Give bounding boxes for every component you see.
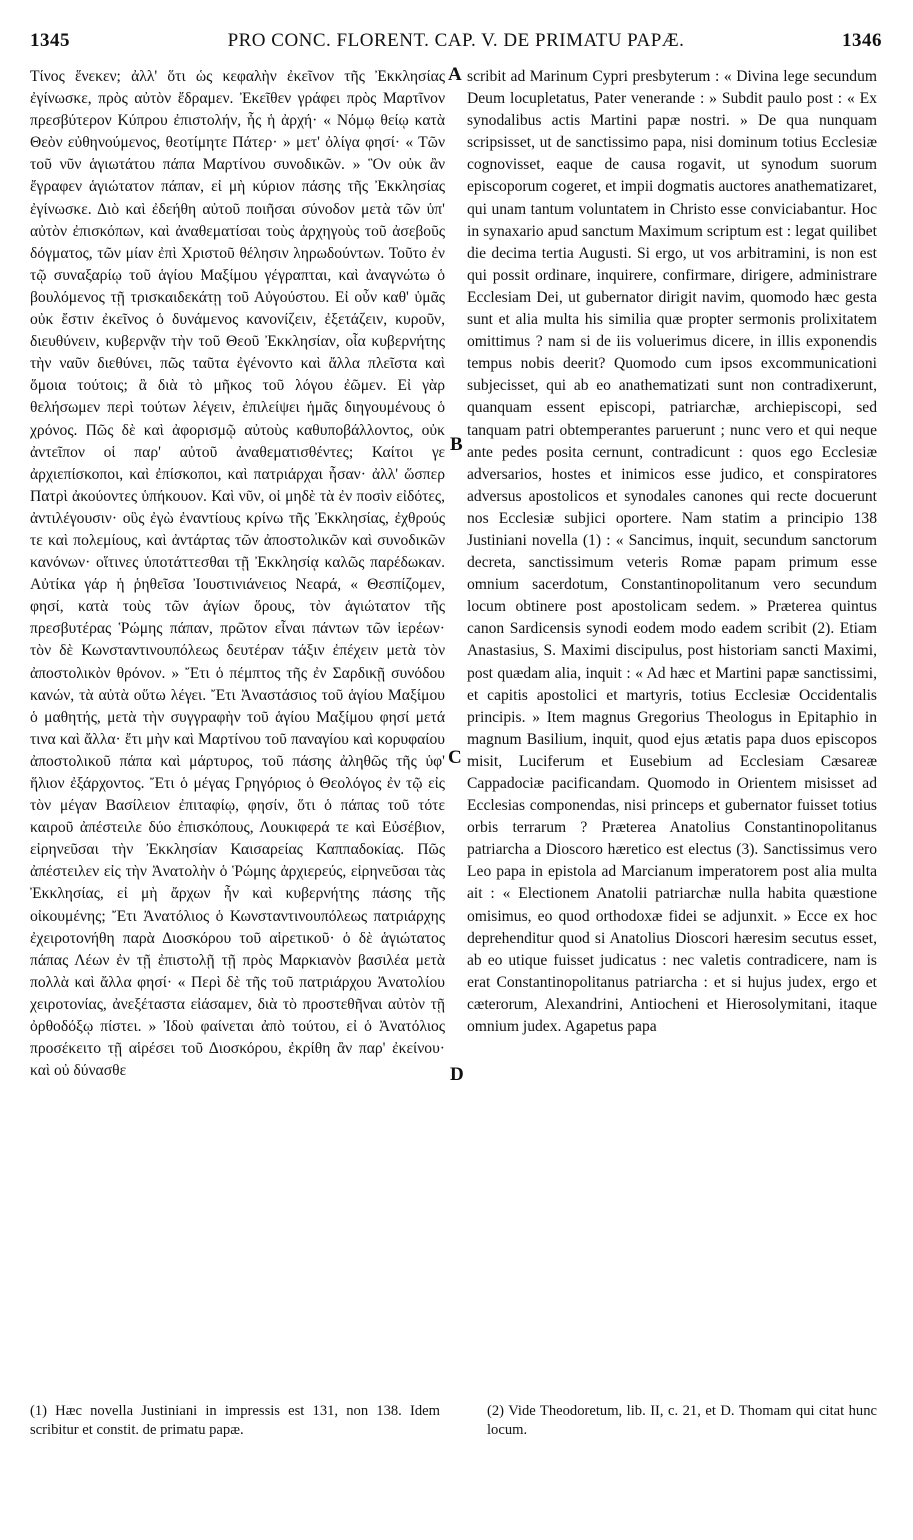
page-number-left: 1345: [30, 30, 70, 51]
page-header: [30, 30, 882, 60]
margin-mark-d: D: [450, 1064, 464, 1085]
margin-mark-a: A: [448, 64, 462, 85]
greek-column: [30, 66, 445, 1384]
margin-mark-b: B: [450, 434, 463, 455]
page-number-right: 1346: [842, 30, 882, 51]
footnote-1: (1) Hæc novella Justiniani in impressis est 131, non 138. Idem scribitur et constit. de primatu papæ.: [30, 1403, 440, 1438]
latin-column: [467, 66, 877, 1384]
greek-text: Τίνος ἕνεκεν; ἀλλ' ὅτι ὡς κεφαλὴν ἐκεῖνον τῆς Ἐκκλησίας ἐγίνωσκε, πρὸς αὐτὸν ἔδραμεν. Ἐκεῖθεν γράφει πρὸς Μαρτῖνον πρεσβύτερον Κύπρου ἐπιστολήν, ἧς ἡ ἀρχή· « Νόμῳ θείῳ κατὰ Θεὸν εὐθηνούμενος, θεοτίμητε Πάτερ· » μετ' ὀλίγα φησί· « Τῶν τοῦ νῦν ἁγιωτάτου πάπα Μαρτίνου συνοδικῶν. » Ὃν οὐκ ἂν ἔγραφεν ἁγιώτατον πάπαν, εἰ μὴ κύριον πάσης τῆς Ἐκκλησίας ἐγίνωσκε. Διὸ καὶ ἐδεήθη αὐτοῦ ποιῆσαι σύνοδον μετὰ τῶν ὑπ' αὐτὸν ἐπισκόπων, καὶ ἀναθεματίσαι τοὺς ἀρχηγοὺς τοῦ ἀσεβοῦς δόγματος, τῶν μίαν ἐπὶ Χριστοῦ θέλησιν ληρωδούντων. Τοῦτο ἐν τῷ συναξαρίῳ τοῦ ἁγίου Μαξίμου γέγραπται, καὶ ἀναγνώτω ὁ βουλόμενος τῇ τρισκαιδεκάτῃ τοῦ Αὐγούστου. Εἰ οὖν καθ' ὑμᾶς οὐκ ἔστιν ἐκεῖνος ὁ δυνάμενος κανονίζειν, ἐξετάζειν, κυροῦν, διευθύνειν, κυβερνᾷν τὴν τοῦ Θεοῦ Ἐκκλησίαν, οἷα κυβερνήτης τὴν ναῦν διεθύνει, πῶς ταῦτα ἐγένοντο καὶ ἄλλα πλεῖστα καὶ ὅμοια τούτοις; ἃ διὰ τὸ μῆκος τοῦ λόγου ἐῶμεν. Εἰ γὰρ θελήσωμεν περὶ τούτων λέγειν, ἐπιλείψει ἡμᾶς διηγουμένους ὁ χρόνος. Πῶς δὲ καὶ ἀφορισμῷ αὐτοὺς καθυποβάλλοντος, οὐκ ἀντεῖπον οἱ παρ' αὐτοῦ ἀναθεματισθέντες; Καίτοι γε ἀρχιεπίσκοποι, καὶ ἐπίσκοποι, καὶ πατριάρχαι ἦσαν· ἀλλ' ὥσπερ Πατρὶ ἀκούοντες ὑπήκουον. Καὶ νῦν, οἱ μηδὲ τὰ ἐν ποσὶν εἰδότες, ἀντιλέγουσιν· οὓς ἐγὼ ἐναντίους κρίνω τῆς Ἐκκλησίας, ἐχθρούς τε καὶ πολεμίους, καὶ ἀντάρτας τῶν ἀποστολικῶν καὶ συνοδικῶν κανόνων· οἵτινες ὑποτάττεσθαι τῇ Ἐκκλησίᾳ καλῶς παρέδωκαν. Αὐτίκα γάρ ἡ ῥηθεῖσα Ἰουστινιάνειος Νεαρά, « Θεσπίζομεν, φησί, κατὰ τοὺς τῶν ἁγίων ὅρους, τὸν ἁγιώτατον τῆς πρεσβυτέρας Ῥώμης πάπαν, πρῶτον εἶναι πάντων τῶν ἱερέων· τὸν δὲ Κωνσταντινουπόλεως δευτέραν τάξιν ἐπέχειν μετὰ τὸν ἀποστολικὸν θρόνον. » Ἔτι ὁ πέμπτος τῆς ἐν Σαρδικῇ συνόδου κανών, τὰ αὐτὰ οὕτω λέγει. Ἔτι Ἀναστάσιος τοῦ ἁγίου Μαξίμου ὁ μαθητής, μετὰ τὴν συγγραφὴν τοῦ ἁγίου Μαξίμου φησί μετά τινα καὶ ἄλλα· ἔτι μὴν καὶ Μαρτίνου τοῦ παναγίου καὶ κορυφαίου ἀποστολικοῦ πάπα καὶ μάρτυρος, τοῦ πάσης ἀληθῶς τῆς ὑφ' ἥλιον ἐξάρχοντος. Ἔτι ὁ μέγας Γρηγόριος ὁ Θεολόγος ἐν τῷ εἰς τὸν μέγαν Βασίλειον ἐπιταφίῳ, φησίν, ὅτι ὁ πάπας τοῦ τότε καιροῦ ἀπέστειλε δύο ἐπισκόπους, Λουκιφερά τε καὶ Εὐσέβιον, εἰρηνεῦσαι τὴν Ἐκκλησίαν Καισαρείας Καππαδοκίας. Πῶς ἀπέστειλεν εἰς τὴν Ἀνατολὴν ὁ Ῥώμης ἀρχιερεύς, εἰρηνεῦσαι τὰς Ἐκκλησίας, εἰ μὴ ἄρχων ἦν καὶ κυβερνήτης πάσης τῆς οἰκουμένης; Ἔτι Ἀνατόλιος ὁ Κωνσταντινουπόλεως πατριάρχης ἐχειροτονήθη παρὰ Διοσκόρου τοῦ αἱρετικοῦ· ὁ δὲ ἁγιώτατος πάπας Λέων ἐν τῇ ἐπιστολῇ τῇ πρὸς Μαρκιανὸν βασιλέα μετὰ πολλὰ καὶ ἄλλα φησί· « Περὶ δὲ τῆς τοῦ πατριάρχου Ἀνατολίου χειροτονίας, ἀνεξέταστα εἰάσαμεν, διὰ τὸ προστεθῆναι αὐτὸν τῇ ὀρθοδόξῳ πίστει. » Ἰδοὺ φαίνεται ἀπὸ τούτου, εἰ ὁ Ἀνατόλιος προσέκειτο τῇ αἱρέσει τοῦ Διοσκόρου, ἐκρίθη ἂν παρ' ἐκείνου· καὶ οὐ δύνασθε: [30, 68, 445, 1080]
latin-text: scribit ad Marinum Cypri presbyterum : « Divina lege secundum Deum locupletatus, Pater venerande : » Subdit paulo post : « Ex synodalibus actis Martini papæ nostri. » De qua nunquam scripsisset, ut de sanctissimo papa, nisi dominum totius Ecclesiæ cognovisset, eaque de causa rogavit, ut synodum suorum episcoporum cogeret, et impii dogmatis auctores anathematizaret, qui unam tantum voluntatem in Christo esse conviciabantur. Hoc in synaxario apud sanctum Maximum scriptum est : legat quilibet die decima tertia Augusti. Si ergo, ut vos arbitramini, is non est qui possit ordinare, inquirere, confirmare, dirigere, administrare Ecclesiam Dei, ut gubernator dirigit navim, quomodo hæc gesta sunt et alia multa his similia quæ propter sermonis prolixitatem omittimus ? nam si de iis voluerimus dicere, in illis exponendis tempus nobis deerit? Quomodo cum ipsos excommunicationi subjecisset, qui ab eo anathematizati sunt non contradixerunt, quanquam essent episcopi, patriarchæ, archiepiscopi, sed tanquam patri obtemperantes paruerunt ; nunc vero et qui neque ante pedes posita cernunt, contradicunt : quos ego Ecclesiæ adversarios, hostes et inimicos esse judico, et conspiratores adversus apostolicos et synodales canones qui recte docuerunt nos Ecclesiæ subjici oportere. Nam statim a principio 138 Justiniani novella (1) : « Sancimus, inquit, secundum sanctorum decreta, sanctissimum veteris Romæ papam primum esse omnium sacerdotum, Constantinopolitanum vero secundum locum obtinere post apostolicam sedem. » Præterea quintus canon Sardicensis synodi eodem modo eadem scribit (2). Etiam Anastasius, S. Maximi discipulus, post historiam sancti Maximi, post quædam alia, inquit : « Ad hæc et Martini papæ sanctissimi, et capitis apostolici et martyris, totius Ecclesiæ Occidentalis principis. » Item magnus Gregorius Theologus in Epitaphio in magnum Basilium, inquit, quod ejus ætatis papa duos episcopos misit, Luciferum et Eusebium ad Ecclesiam Cæsareæ Cappadociæ pacificandam. Quomodo in Orientem misisset ad Ecclesias componendas, nisi princeps et gubernator fuisset totius orbis terrarum ? Præterea Anatolius Constantinopolitanus patriarcha a Dioscoro hæretico est electus (3). Sanctissimus vero Leo papa in epistola ad Marcianum imperatorem post alia multa ait : « Electionem Anatolii patriarchæ nulla habita quæstione omisimus, eo quod orthodoxæ fidei se adjunxit. » Ecce ex hoc deprehenditur quod si Anatolius Dioscori hæresim secutus esset, ab eo utique fuisset judicatus : nec valetis contradicere, nam is erat Constantinopolitanus patriarcha : et si hujus judex, ergo et cæterorum, Alexandrini, Antiocheni et Hierosolymitani, itaque omnium judex. Agapetus papa: [467, 68, 877, 1036]
running-title: PRO CONC. FLORENT. CAP. V. DE PRIMATU PAPÆ.: [227, 30, 685, 51]
margin-mark-c: C: [448, 747, 462, 768]
footnote-right: [487, 1402, 877, 1520]
footnote-left: [30, 1402, 440, 1520]
footnote-2: (2) Vide Theodoretum, lib. II, c. 21, et D. Thomam qui citat hunc locum.: [487, 1403, 877, 1438]
